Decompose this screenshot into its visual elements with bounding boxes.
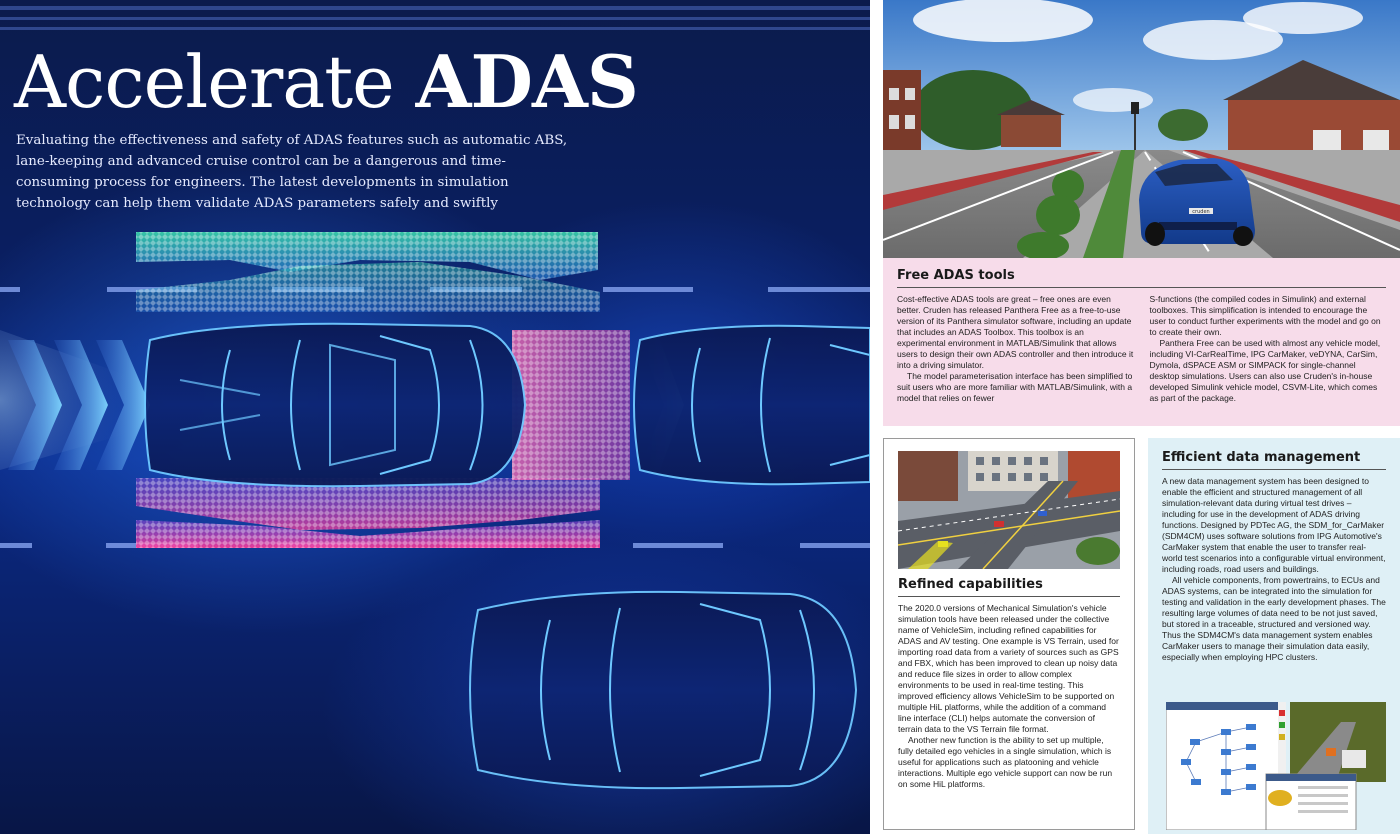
text-column bbox=[897, 294, 1134, 404]
refined-capabilities-box bbox=[883, 438, 1135, 830]
paragraph: S-functions (the compiled codes in Simulink) and external toolboxes. This simplification is intended to encourage the user to conduct further experiments with the model and go on to create their own. bbox=[1149, 294, 1381, 337]
section-heading: Efficient data management bbox=[1162, 450, 1386, 470]
paragraph: All vehicle components, from powertrains, to ECUs and ADAS systems, can be integrated into the simulation for testing and validation in the early development phases. The resulting large volumes of data need to be not just saved, but stored in a traceable, structured and versioned way. Thus the SDM4CM's data management system enables CarMaker users to manage their simulation data easily, especially when employing HPC clusters. bbox=[1162, 575, 1386, 662]
paragraph: The 2020.0 versions of Mechanical Simulation's vehicle simulation tools have been released under the collective name of VehicleSim, including refined capabilities for ADAS and AV testing. One example is VS Terrain, used for importing road data from a variety of sources such as GPS and FBX, which has been improved to clean up noisy data and reduce file sizes in order to allow complex environments to be used in real-time testing. This improved efficiency allows VehicleSim to be supported on multiple HiL platforms, while the addition of a command line interface (CLI) helps automate the conversion of terrain data to the VS Terrain file format. bbox=[898, 603, 1119, 734]
main-car bbox=[145, 324, 525, 486]
title-light: Accelerate bbox=[14, 40, 394, 124]
title-bold: ADAS bbox=[415, 39, 638, 124]
paragraph: Panthera Free can be used with almost any vehicle model, including VI-CarRealTime, IPG CarMaker, veDYNA, CarSim, Dymola, dSPACE ASM or SIMPACK for single-channel desktop simulations. Users can also use Cruden's in-house developed Simulink vehicle model, CSVM-Lite, which comes as part of the package. bbox=[1149, 338, 1381, 403]
car-badge: cruden bbox=[1192, 209, 1210, 215]
free-adas-tools-panel bbox=[883, 258, 1400, 426]
text-column bbox=[1150, 294, 1387, 404]
adjacent-lane-car bbox=[470, 592, 856, 788]
paragraph: Cost-effective ADAS tools are great – free ones are even better. Cruden has released Panthera Free as a free-to-use version of its Panthera simulator software, including an update that includes an ADAS Toolbox. This toolbox is an experimental environment in MATLAB/Simulink that allows users to design their own ADAS controller and then introduce it into a driving simulator. bbox=[897, 294, 1134, 370]
standfirst: Evaluating the effectiveness and safety of ADAS features such as automatic ABS, lane-keeping and advanced cruise control can be a dangerous and time-consuming process for engineers. The latest developments in simulation technology can help them validate ADAS parameters safely and swiftly bbox=[16, 133, 568, 211]
intersection-render bbox=[898, 451, 1120, 569]
paragraph: Another new function is the ability to set up multiple, fully detailed ego vehicles in a single simulation, which is useful for applications such as platooning and vehicle interactions. Multiple ego vehicle support can now be run on some HiL platforms. bbox=[898, 735, 1113, 789]
driving-simulator-photo bbox=[883, 0, 1400, 258]
paragraph: The model parameterisation interface has been simplified to suit users who are more familiar with MATLAB/Simulink, with a model that relies on fewer bbox=[897, 371, 1133, 403]
section-heading: Free ADAS tools bbox=[897, 268, 1386, 288]
sdm4cm-software-screenshot bbox=[1166, 702, 1386, 830]
paragraph: A new data management system has been designed to enable the efficient and structured management of all simulation-relevant data during virtual test drives – including for use in the development of ADAS driving functions. Designed by PDTec AG, the SDM_for_CarMaker (SDM4CM) uses software solutions from IPG Automotive's CarMaker system that enable the user to transfer real-world test scenarios into a configurable virtual environment, including roads, road users and buildings. bbox=[1162, 476, 1386, 574]
blue-car bbox=[1139, 158, 1255, 246]
page-title bbox=[14, 38, 638, 126]
lead-car bbox=[634, 326, 870, 484]
efficient-data-management-panel bbox=[1148, 438, 1400, 834]
section-heading: Refined capabilities bbox=[898, 577, 1120, 597]
